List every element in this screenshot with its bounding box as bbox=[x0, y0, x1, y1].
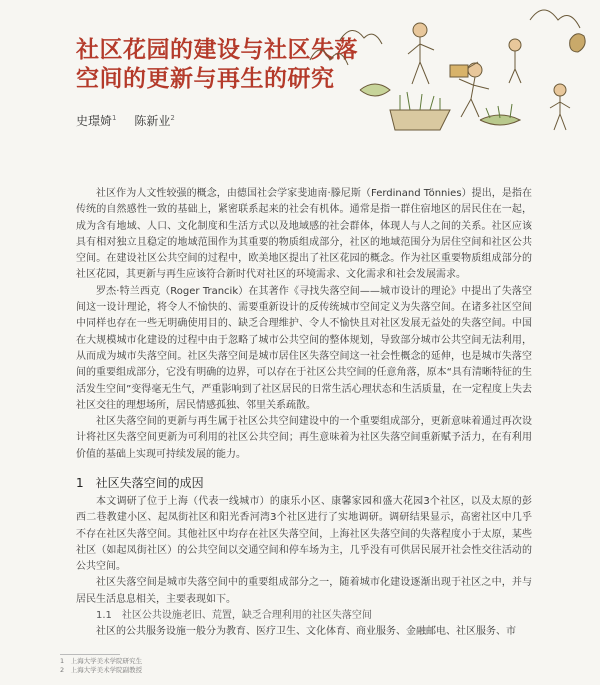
section-body bbox=[76, 494, 532, 641]
title-line-1: 社区花园的建设与社区失落 bbox=[76, 37, 358, 63]
author-list bbox=[76, 112, 175, 129]
author-affiliation-mark: 2 bbox=[170, 114, 175, 122]
intro-body bbox=[76, 186, 532, 463]
paragraph: 社区作为人文性较强的概念，由德国社会学家斐迪南·滕尼斯（Ferdinand Tönnies）提出，是指在传统的自然感性一致的基础上，紧密联系起来的社会有机体。通常是指一群住宿地区的居民住在一起，成为含有地域、人口、文化制度和生活方式以及地域感的社会群体，体现人与人之间的关系。社区应该具有相对独立且稳定的地域范围作为其重要的物质组成部分，社区的地域范围分为居住空间和社区公共空间。在建设社区公共空间的过程中，欧美地区提出了社区花园的概念。作为社区重要物质组成部分的社区花园，其更新与再生应该符合新时代对社区的环境需求、文化需求和社会发展需求。 bbox=[76, 188, 532, 281]
paragraph: 社区失落空间的更新与再生属于社区公共空间建设中的一个重要组成部分，更新意味着通过再次设计将社区失落空间更新为可利用的社区公共空间；再生意味着为社区失落空间重新赋予活力，在有利用价值的基础上实现可持续发展的能力。 bbox=[76, 416, 532, 460]
footnotes bbox=[60, 654, 142, 675]
subsection-heading: 1.1 社区公共设施老旧、荒置，缺乏合理利用的社区失落空间 bbox=[96, 610, 372, 622]
section-title: 社区失落空间的成因 bbox=[95, 476, 204, 490]
paragraph: 社区失落空间是城市失落空间中的重要组成部分之一，随着城市化建设逐渐出现于社区之中，并与居民生活息息相关，主要表现如下。 bbox=[76, 577, 532, 605]
paragraph: 本文调研了位于上海（代表一线城市）的康乐小区、康馨家园和盛大花园3个社区，以及太原的彭西二巷教建小区、起凤街社区和阳光香河湾3个社区进行了实地调研。调研结果显示，高密社区中几乎不存在社区失落空间。其他社区中均存在社区失落空间，上海社区失落空间的失落程度小于太原，某些社区（如起凤街社区）的公共空间以交通空间和停车场为主，几乎没有可供居民展开社会性交往活动的公共空间。 bbox=[76, 496, 532, 573]
footnote: 1 上海大学美术学院研究生 bbox=[60, 657, 143, 665]
footnote-rule bbox=[60, 654, 120, 655]
footnote: 2 上海大学美术学院副教授 bbox=[60, 666, 143, 674]
title-line-2: 空间的更新与再生的研究 bbox=[76, 66, 335, 92]
header-illustration bbox=[300, 0, 600, 140]
paragraph: 罗杰·特兰西克（Roger Trancik）在其著作《寻找失落空间——城市设计的理论》中提出了失落空间这一设计理论，将令人不愉快的、需要重新设计的反传统城市空间定义为失落空间。在诸多社区空间中同样也存在一些无明确使用目的、缺乏合理维护、令人不愉快且对社区发展无益处的失落空间。中国在大规模城市化建设的过程中由于忽略了城市公共空间的整体规划，导致部分城市公共空间无法利用，从而成为城市失落空间。社区失落空间是城市居住区失落空间这一社会性概念的延伸，也是城市失落空间的重要组成部分，它没有明确的边界，可以存在于社区公共空间的任意角落，原本“具有清晰特征的生活发生空间”变得毫无生气，严重影响到了社区居民的日常生活心理状态和生活质量，在一定程度上失去社区交往的理想场所，居民情感孤独、邻里关系疏散。 bbox=[76, 285, 532, 411]
author-name: 陈新业 bbox=[134, 114, 171, 128]
author-affiliation-mark: 1 bbox=[112, 114, 117, 122]
author-name: 史璟婍 bbox=[76, 114, 113, 128]
paragraph: 社区的公共服务设施一般分为教育、医疗卫生、文化体育、商业服务、金融邮电、社区服务、市 bbox=[96, 626, 516, 638]
section-number: 1 bbox=[76, 476, 84, 490]
section-heading bbox=[76, 474, 204, 491]
